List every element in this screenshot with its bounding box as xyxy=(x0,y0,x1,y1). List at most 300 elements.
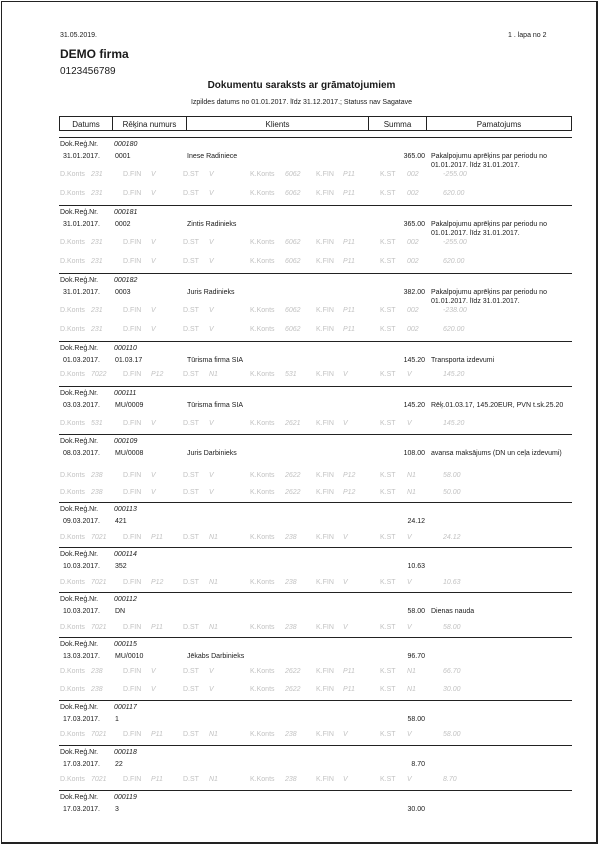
posting-kkonts-label: K.Konts xyxy=(250,258,275,265)
posting-kst-label: K.ST xyxy=(380,668,396,675)
col-date: Datums xyxy=(59,116,112,131)
doc-date: 10.03.2017. xyxy=(63,563,100,570)
posting-kst: V xyxy=(407,624,412,631)
posting-dst: V xyxy=(209,668,214,675)
posting-kkonts: 531 xyxy=(285,371,297,378)
posting-kst-label: K.ST xyxy=(380,171,396,178)
posting-kst: 002 xyxy=(407,258,419,265)
doc-reg-label: Dok.Reģ.Nr. xyxy=(60,551,99,558)
posting-amount: 58.00 xyxy=(443,731,461,738)
posting-dfin-label: D.FIN xyxy=(123,190,142,197)
doc-reg-label: Dok.Reģ.Nr. xyxy=(60,209,99,216)
posting-kfin-label: K.FIN xyxy=(316,258,334,265)
posting-kst: 002 xyxy=(407,239,419,246)
posting-dfin: V xyxy=(151,668,156,675)
invoice-number: 0001 xyxy=(115,153,131,160)
posting-amount: -255.00 xyxy=(443,239,467,246)
posting-kfin-label: K.FIN xyxy=(316,371,334,378)
invoice-number: DN xyxy=(115,608,126,615)
posting-dst-label: D.ST xyxy=(183,534,199,541)
posting-kkonts-label: K.Konts xyxy=(250,190,275,197)
doc-date: 31.01.2017. xyxy=(63,289,100,296)
posting-kst: N1 xyxy=(407,686,416,693)
doc-amount: 30.00 xyxy=(407,806,425,813)
invoice-number: MU/0009 xyxy=(115,402,144,409)
table-header xyxy=(59,116,572,132)
posting-dfin: P11 xyxy=(151,534,163,541)
posting-kst: 002 xyxy=(407,190,419,197)
doc-reg-number: 000110 xyxy=(114,345,137,352)
posting-amount: 58.00 xyxy=(443,472,461,479)
posting-kfin: P12 xyxy=(343,489,356,496)
posting-dfin-label: D.FIN xyxy=(123,686,142,693)
doc-reg-number: 000113 xyxy=(114,506,137,513)
doc-note: avansa maksājums (DN un ceļa izdevumi) xyxy=(431,450,562,457)
posting-dkonts-label: D.Konts xyxy=(60,686,85,693)
posting-dkonts-label: D.Konts xyxy=(60,420,85,427)
posting-dst-label: D.ST xyxy=(183,686,199,693)
posting-dst-label: D.ST xyxy=(183,371,199,378)
posting-kst-label: K.ST xyxy=(380,371,396,378)
posting-kfin: P11 xyxy=(343,307,355,314)
posting-kkonts-label: K.Konts xyxy=(250,579,275,586)
posting-dkonts: 7022 xyxy=(91,371,107,378)
document-separator xyxy=(59,637,572,638)
posting-dst: V xyxy=(209,307,214,314)
posting-dkonts-label: D.Konts xyxy=(60,624,85,631)
posting-kfin-label: K.FIN xyxy=(316,472,334,479)
posting-kfin-label: K.FIN xyxy=(316,731,334,738)
doc-reg-label: Dok.Reģ.Nr. xyxy=(60,141,99,148)
posting-dfin-label: D.FIN xyxy=(123,472,142,479)
invoice-number: 0003 xyxy=(115,289,131,296)
posting-kfin-label: K.FIN xyxy=(316,420,334,427)
invoice-number: MU/0010 xyxy=(115,653,144,660)
doc-amount: 10.63 xyxy=(407,563,425,570)
client-name: Tūrisma firma SIA xyxy=(187,402,244,409)
posting-dkonts-label: D.Konts xyxy=(60,579,85,586)
doc-date: 17.03.2017. xyxy=(63,806,100,813)
posting-dst: V xyxy=(209,472,214,479)
posting-dfin: P12 xyxy=(151,579,164,586)
posting-kst: 002 xyxy=(407,171,419,178)
document-separator xyxy=(59,502,572,503)
posting-dfin: P12 xyxy=(151,371,164,378)
posting-kfin-label: K.FIN xyxy=(316,239,334,246)
posting-kkonts: 6062 xyxy=(285,171,301,178)
document-separator xyxy=(59,386,572,387)
doc-reg-label: Dok.Reģ.Nr. xyxy=(60,345,99,352)
posting-kkonts-label: K.Konts xyxy=(250,371,275,378)
posting-dfin: V xyxy=(151,472,156,479)
posting-kkonts: 6062 xyxy=(285,326,301,333)
posting-dst: V xyxy=(209,258,214,265)
posting-dfin: V xyxy=(151,171,156,178)
doc-reg-number: 000114 xyxy=(114,551,137,558)
doc-reg-number: 000115 xyxy=(114,641,137,648)
posting-amount: 30.00 xyxy=(443,686,461,693)
posting-amount: 66.70 xyxy=(443,668,461,675)
invoice-number: 01.03.17 xyxy=(115,357,143,364)
doc-date: 03.03.2017. xyxy=(63,402,100,409)
doc-date: 31.01.2017. xyxy=(63,153,100,160)
posting-dfin: V xyxy=(151,489,156,496)
posting-kkonts: 6062 xyxy=(285,258,301,265)
document-separator xyxy=(59,205,572,206)
client-name: Juris Radinieks xyxy=(187,289,235,296)
doc-date: 09.03.2017. xyxy=(63,518,100,525)
posting-dfin-label: D.FIN xyxy=(123,668,142,675)
print-date: 31.05.2019. xyxy=(60,32,97,39)
posting-dkonts-label: D.Konts xyxy=(60,472,85,479)
posting-dfin-label: D.FIN xyxy=(123,371,142,378)
doc-reg-number: 000117 xyxy=(114,704,137,711)
doc-note: Pakalpojumu aprēķins par periodu no 01.01.2017. līdz 31.01.2017. xyxy=(431,153,547,169)
posting-kfin-label: K.FIN xyxy=(316,326,334,333)
doc-date: 31.01.2017. xyxy=(63,221,100,228)
posting-dfin-label: D.FIN xyxy=(123,420,142,427)
doc-note: Pakalpojumu aprēķins par periodu no 01.01.2017. līdz 31.01.2017. xyxy=(431,221,547,237)
posting-dkonts-label: D.Konts xyxy=(60,239,85,246)
posting-kst: 002 xyxy=(407,307,419,314)
posting-kkonts-label: K.Konts xyxy=(250,420,275,427)
posting-dst: N1 xyxy=(209,776,218,783)
posting-kst-label: K.ST xyxy=(380,579,396,586)
posting-amount: 24.12 xyxy=(443,534,461,541)
posting-dkonts: 238 xyxy=(91,472,103,479)
posting-kfin: P11 xyxy=(343,239,355,246)
posting-dst-label: D.ST xyxy=(183,731,199,738)
document-separator xyxy=(59,434,572,435)
col-client: Klients xyxy=(186,116,368,131)
posting-dst: V xyxy=(209,171,214,178)
doc-reg-number: 000118 xyxy=(114,749,137,756)
posting-kfin: P11 xyxy=(343,326,355,333)
posting-kkonts-label: K.Konts xyxy=(250,326,275,333)
posting-dfin-label: D.FIN xyxy=(123,731,142,738)
posting-kkonts: 2622 xyxy=(285,489,301,496)
invoice-number: 0002 xyxy=(115,221,131,228)
col-amount: Summa xyxy=(368,116,426,131)
posting-kfin: P12 xyxy=(343,472,356,479)
posting-kst-label: K.ST xyxy=(380,326,396,333)
posting-kkonts: 6062 xyxy=(285,239,301,246)
posting-dfin: V xyxy=(151,686,156,693)
posting-dkonts-label: D.Konts xyxy=(60,326,85,333)
posting-dst: N1 xyxy=(209,534,218,541)
posting-dfin: V xyxy=(151,239,156,246)
posting-dkonts: 231 xyxy=(91,307,103,314)
doc-amount: 24.12 xyxy=(407,518,425,525)
doc-date: 08.03.2017. xyxy=(63,450,100,457)
posting-dkonts: 231 xyxy=(91,326,103,333)
posting-kst: N1 xyxy=(407,472,416,479)
posting-kkonts: 238 xyxy=(285,731,297,738)
posting-dfin: V xyxy=(151,307,156,314)
client-name: Zintis Radinieks xyxy=(187,221,237,228)
doc-reg-label: Dok.Reģ.Nr. xyxy=(60,794,99,801)
posting-dkonts: 238 xyxy=(91,668,103,675)
posting-kkonts: 238 xyxy=(285,624,297,631)
posting-kfin: V xyxy=(343,624,348,631)
posting-kst-label: K.ST xyxy=(380,776,396,783)
posting-dst: N1 xyxy=(209,579,218,586)
posting-amount: 620.00 xyxy=(443,258,465,265)
posting-kkonts-label: K.Konts xyxy=(250,668,275,675)
posting-dfin: P11 xyxy=(151,731,163,738)
doc-amount: 145.20 xyxy=(403,402,425,409)
posting-dfin-label: D.FIN xyxy=(123,776,142,783)
posting-kst: 002 xyxy=(407,326,419,333)
doc-amount: 96.70 xyxy=(407,653,425,660)
posting-dkonts-label: D.Konts xyxy=(60,776,85,783)
posting-dkonts: 231 xyxy=(91,171,103,178)
posting-kfin: V xyxy=(343,776,348,783)
posting-kfin: P11 xyxy=(343,190,355,197)
doc-amount: 58.00 xyxy=(407,716,425,723)
posting-kst: N1 xyxy=(407,668,416,675)
posting-kkonts: 2622 xyxy=(285,472,301,479)
posting-dkonts-label: D.Konts xyxy=(60,489,85,496)
posting-amount: 8.70 xyxy=(443,776,457,783)
posting-kkonts-label: K.Konts xyxy=(250,171,275,178)
posting-kkonts-label: K.Konts xyxy=(250,239,275,246)
posting-dst: N1 xyxy=(209,731,218,738)
posting-dfin: V xyxy=(151,420,156,427)
posting-kkonts-label: K.Konts xyxy=(250,534,275,541)
doc-note: Dienas nauda xyxy=(431,608,475,615)
doc-reg-label: Dok.Reģ.Nr. xyxy=(60,704,99,711)
document-separator xyxy=(59,700,572,701)
posting-dkonts-label: D.Konts xyxy=(60,731,85,738)
invoice-number: 421 xyxy=(115,518,127,525)
posting-dkonts: 231 xyxy=(91,239,103,246)
posting-kst-label: K.ST xyxy=(380,686,396,693)
posting-dfin-label: D.FIN xyxy=(123,534,142,541)
posting-dfin-label: D.FIN xyxy=(123,624,142,631)
posting-dkonts: 7021 xyxy=(91,579,107,586)
posting-kst: N1 xyxy=(407,489,416,496)
posting-kfin-label: K.FIN xyxy=(316,190,334,197)
posting-amount: 10.63 xyxy=(443,579,461,586)
posting-dkonts-label: D.Konts xyxy=(60,534,85,541)
posting-kkonts: 6062 xyxy=(285,190,301,197)
posting-dfin: V xyxy=(151,190,156,197)
document-separator xyxy=(59,592,572,593)
posting-dst-label: D.ST xyxy=(183,190,199,197)
doc-note: Rēķ.01.03.17, 145.20EUR, PVN t.sk.25.20 xyxy=(431,402,564,409)
posting-kfin-label: K.FIN xyxy=(316,579,334,586)
company-reg-number: 0123456789 xyxy=(60,66,116,77)
posting-kfin: P11 xyxy=(343,258,355,265)
posting-dfin: V xyxy=(151,258,156,265)
doc-reg-number: 000112 xyxy=(114,596,137,603)
posting-kkonts-label: K.Konts xyxy=(250,472,275,479)
posting-dkonts-label: D.Konts xyxy=(60,307,85,314)
posting-dkonts: 7021 xyxy=(91,534,107,541)
posting-kkonts-label: K.Konts xyxy=(250,489,275,496)
report-filter: Izpildes datums no 01.01.2017. līdz 31.12.2017.; Statuss nav Sagatave xyxy=(190,99,413,106)
posting-kst: V xyxy=(407,371,412,378)
posting-amount: 58.00 xyxy=(443,624,461,631)
posting-dkonts-label: D.Konts xyxy=(60,371,85,378)
posting-dfin: V xyxy=(151,326,156,333)
posting-dkonts: 531 xyxy=(91,420,103,427)
posting-kkonts: 238 xyxy=(285,579,297,586)
doc-date: 01.03.2017. xyxy=(63,357,100,364)
posting-dst-label: D.ST xyxy=(183,258,199,265)
posting-dst-label: D.ST xyxy=(183,489,199,496)
posting-kfin-label: K.FIN xyxy=(316,171,334,178)
invoice-number: 1 xyxy=(115,716,119,723)
doc-reg-label: Dok.Reģ.Nr. xyxy=(60,641,99,648)
posting-dfin-label: D.FIN xyxy=(123,239,142,246)
posting-dst-label: D.ST xyxy=(183,326,199,333)
col-invoice: Rēķina numurs xyxy=(112,116,186,131)
posting-dst: V xyxy=(209,420,214,427)
posting-dst-label: D.ST xyxy=(183,239,199,246)
doc-amount: 145.20 xyxy=(403,357,425,364)
posting-dst-label: D.ST xyxy=(183,668,199,675)
doc-reg-number: 000119 xyxy=(114,794,137,801)
posting-dfin-label: D.FIN xyxy=(123,326,142,333)
posting-kfin-label: K.FIN xyxy=(316,776,334,783)
posting-dfin-label: D.FIN xyxy=(123,489,142,496)
doc-reg-number: 000181 xyxy=(114,209,138,216)
posting-kkonts-label: K.Konts xyxy=(250,776,275,783)
posting-kfin: V xyxy=(343,731,348,738)
posting-kkonts: 238 xyxy=(285,534,297,541)
document-separator xyxy=(59,273,572,274)
posting-kst: V xyxy=(407,579,412,586)
document-separator xyxy=(59,341,572,342)
posting-kst-label: K.ST xyxy=(380,472,396,479)
doc-reg-label: Dok.Reģ.Nr. xyxy=(60,277,99,284)
posting-amount: -255.00 xyxy=(443,171,467,178)
posting-kst: V xyxy=(407,420,412,427)
posting-kkonts-label: K.Konts xyxy=(250,686,275,693)
posting-dst-label: D.ST xyxy=(183,579,199,586)
posting-dst-label: D.ST xyxy=(183,420,199,427)
posting-kkonts: 2622 xyxy=(285,686,301,693)
posting-kst-label: K.ST xyxy=(380,190,396,197)
posting-amount: -238.00 xyxy=(443,307,467,314)
posting-dst: V xyxy=(209,190,214,197)
posting-kst-label: K.ST xyxy=(380,420,396,427)
posting-dst: V xyxy=(209,326,214,333)
posting-kst-label: K.ST xyxy=(380,534,396,541)
posting-kfin-label: K.FIN xyxy=(316,534,334,541)
doc-reg-label: Dok.Reģ.Nr. xyxy=(60,390,99,397)
posting-kfin: P11 xyxy=(343,668,355,675)
company-name: DEMO firma xyxy=(60,47,129,61)
doc-reg-number: 000182 xyxy=(114,277,138,284)
client-name: Tūrisma firma SIA xyxy=(187,357,244,364)
posting-kkonts: 2622 xyxy=(285,668,301,675)
posting-kfin-label: K.FIN xyxy=(316,686,334,693)
posting-kfin: P11 xyxy=(343,686,355,693)
posting-dst-label: D.ST xyxy=(183,776,199,783)
posting-dkonts: 7021 xyxy=(91,776,107,783)
document-separator xyxy=(59,745,572,746)
document-separator xyxy=(59,137,572,138)
posting-dst-label: D.ST xyxy=(183,307,199,314)
posting-dst-label: D.ST xyxy=(183,624,199,631)
posting-kst-label: K.ST xyxy=(380,258,396,265)
posting-kfin: V xyxy=(343,371,348,378)
posting-dst-label: D.ST xyxy=(183,472,199,479)
posting-dkonts-label: D.Konts xyxy=(60,171,85,178)
posting-dkonts: 7021 xyxy=(91,624,107,631)
posting-dst-label: D.ST xyxy=(183,171,199,178)
client-name: Inese Radiniece xyxy=(187,153,238,160)
posting-dst: V xyxy=(209,239,214,246)
posting-kkonts-label: K.Konts xyxy=(250,307,275,314)
posting-kfin: P11 xyxy=(343,171,355,178)
posting-kfin: V xyxy=(343,420,348,427)
invoice-number: 22 xyxy=(115,761,123,768)
posting-kst-label: K.ST xyxy=(380,624,396,631)
posting-kst: V xyxy=(407,534,412,541)
doc-reg-label: Dok.Reģ.Nr. xyxy=(60,506,99,513)
posting-kst-label: K.ST xyxy=(380,489,396,496)
report-title: Dokumentu saraksts ar grāmatojumiem xyxy=(207,80,396,91)
document-separator xyxy=(59,547,572,548)
doc-reg-number: 000180 xyxy=(114,141,138,148)
posting-kfin-label: K.FIN xyxy=(316,624,334,631)
invoice-number: 352 xyxy=(115,563,127,570)
posting-amount: 145.20 xyxy=(443,420,465,427)
posting-dfin-label: D.FIN xyxy=(123,307,142,314)
doc-amount: 58.00 xyxy=(407,608,425,615)
posting-dkonts: 231 xyxy=(91,190,103,197)
posting-dfin-label: D.FIN xyxy=(123,579,142,586)
doc-date: 17.03.2017. xyxy=(63,716,100,723)
doc-date: 17.03.2017. xyxy=(63,761,100,768)
posting-kst: V xyxy=(407,731,412,738)
posting-kfin: V xyxy=(343,579,348,586)
posting-amount: 620.00 xyxy=(443,326,465,333)
doc-note: Pakalpojumu aprēķins par periodu no 01.01.2017. līdz 31.01.2017. xyxy=(431,289,547,305)
doc-date: 10.03.2017. xyxy=(63,608,100,615)
client-name: Jēkabs Darbinieks xyxy=(187,653,245,660)
posting-dst: V xyxy=(209,686,214,693)
posting-dkonts: 238 xyxy=(91,489,103,496)
doc-amount: 8.70 xyxy=(411,761,425,768)
posting-kst-label: K.ST xyxy=(380,731,396,738)
posting-kfin-label: K.FIN xyxy=(316,489,334,496)
posting-dkonts: 231 xyxy=(91,258,103,265)
posting-kkonts-label: K.Konts xyxy=(250,731,275,738)
posting-amount: 50.00 xyxy=(443,489,461,496)
posting-dst: N1 xyxy=(209,371,218,378)
posting-dkonts: 7021 xyxy=(91,731,107,738)
doc-amount: 108.00 xyxy=(403,450,425,457)
posting-kfin-label: K.FIN xyxy=(316,668,334,675)
doc-amount: 382.00 xyxy=(403,289,425,296)
posting-dkonts-label: D.Konts xyxy=(60,258,85,265)
doc-amount: 365.00 xyxy=(403,153,425,160)
posting-dkonts-label: D.Konts xyxy=(60,668,85,675)
posting-dkonts: 238 xyxy=(91,686,103,693)
invoice-number: MU/0008 xyxy=(115,450,144,457)
posting-kfin: V xyxy=(343,534,348,541)
posting-dfin: P11 xyxy=(151,776,163,783)
posting-dkonts-label: D.Konts xyxy=(60,190,85,197)
doc-date: 13.03.2017. xyxy=(63,653,100,660)
doc-reg-label: Dok.Reģ.Nr. xyxy=(60,749,99,756)
posting-dst: V xyxy=(209,489,214,496)
